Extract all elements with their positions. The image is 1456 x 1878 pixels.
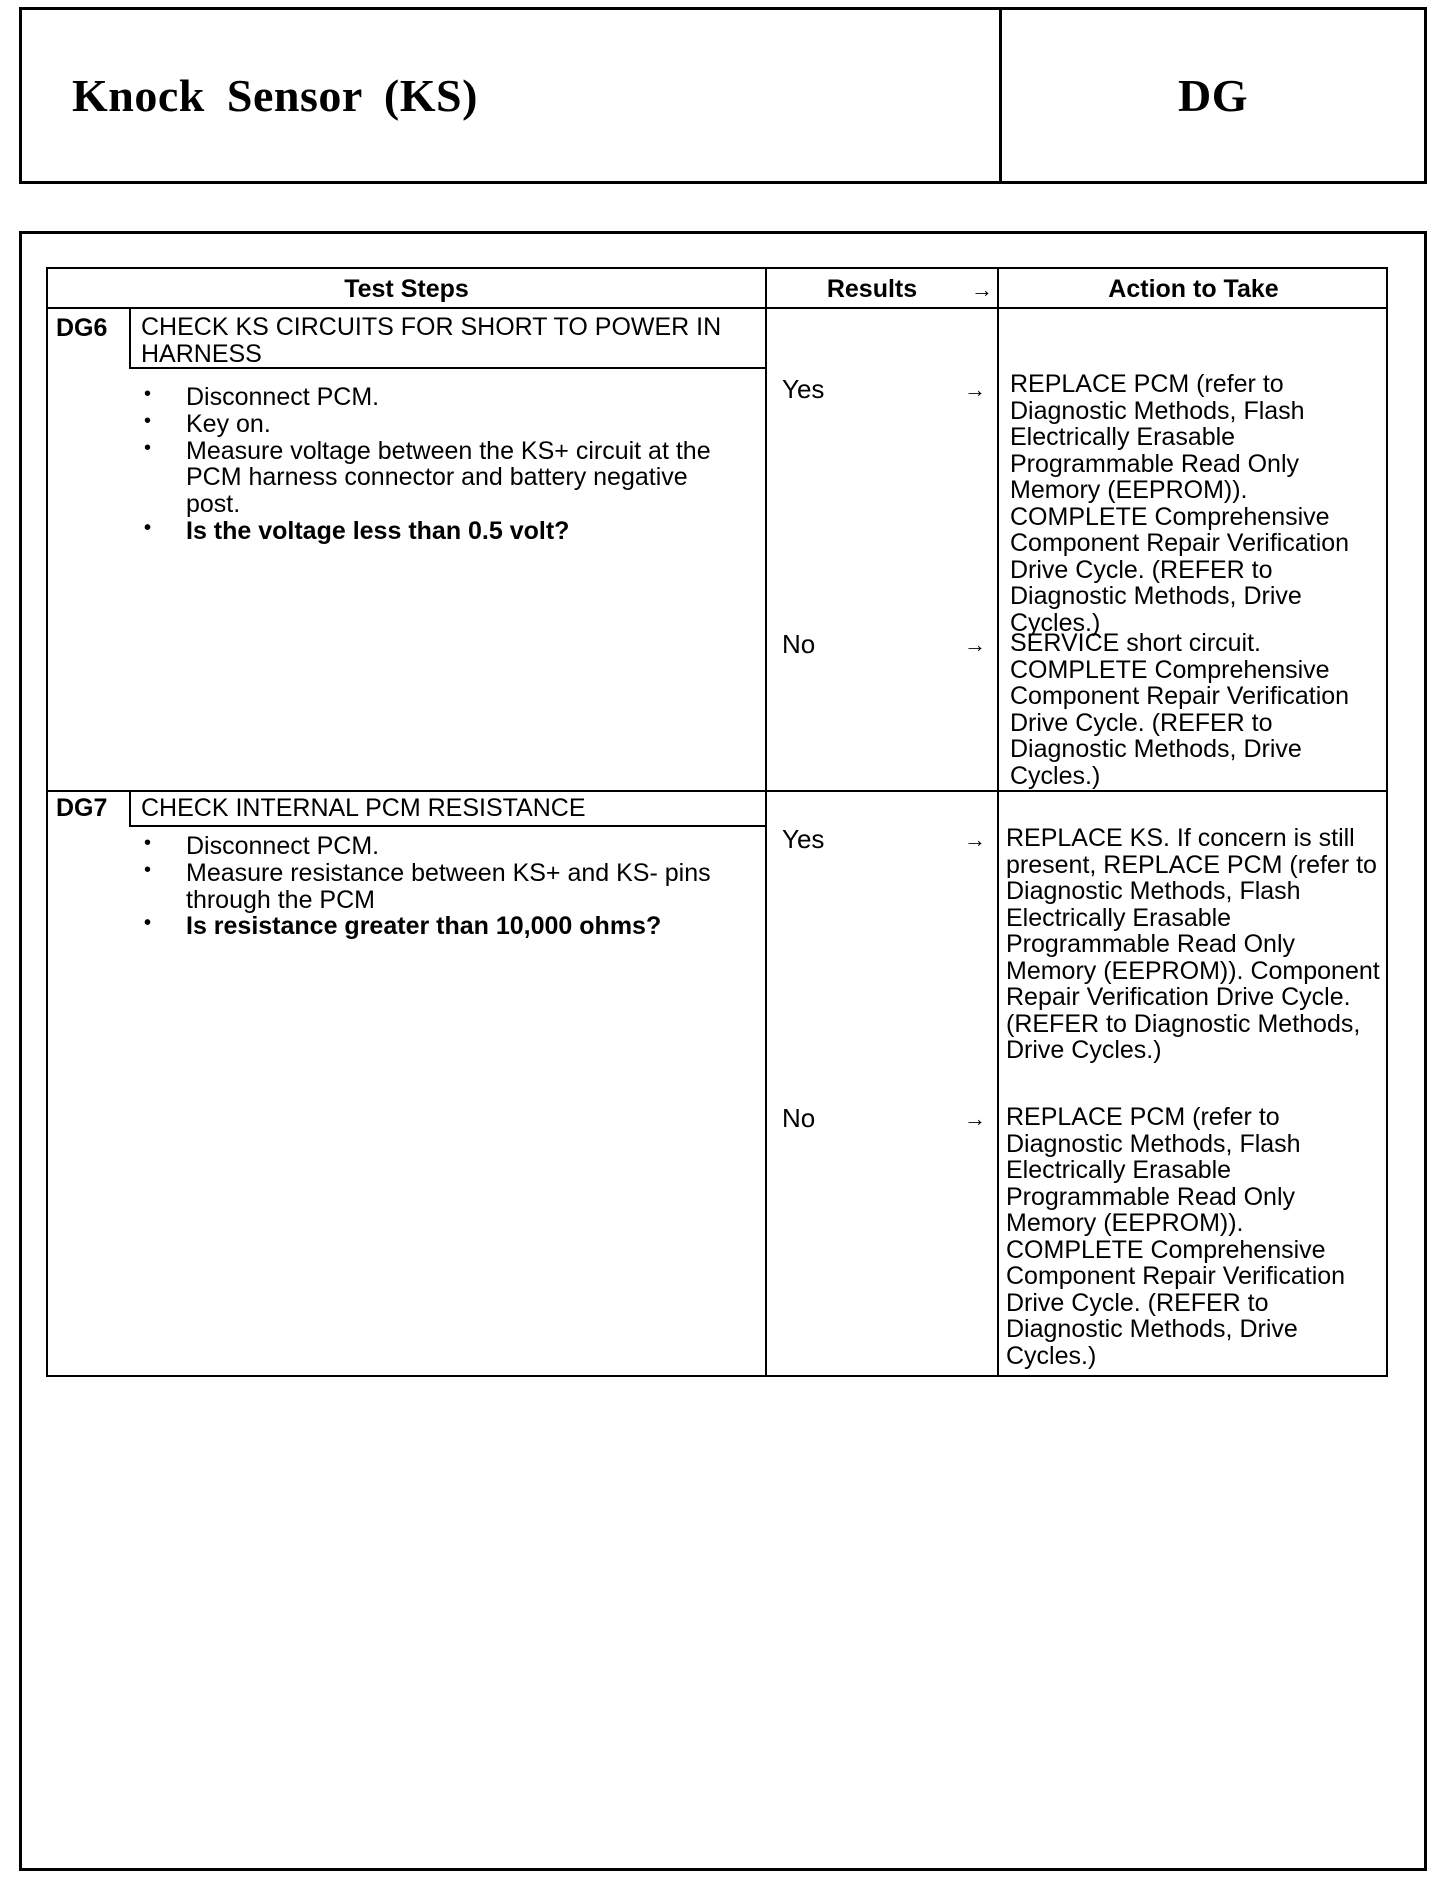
dg6-no-arrow-icon: → — [964, 632, 986, 657]
dg6-id-divider — [129, 307, 131, 367]
dg6-bullet: • Disconnect PCM. — [144, 384, 744, 411]
column-header-results — [767, 269, 997, 309]
dg6-result-yes: Yes — [782, 374, 825, 404]
dg7-yes-action: REPLACE KS. If concern is still present, REPLACE PCM (refer to Diagnostic Methods, Flash Electrically Erasable Programmable Read Only Memory (EEPROM)). Component Repair Verification Drive Cycle. (REFER to Diagnostic Methods, Drive Cycles.) — [1006, 824, 1380, 1064]
dg7-step-title: CHECK INTERNAL PCM RESISTANCE — [141, 794, 586, 822]
header-divider — [48, 307, 1386, 309]
section-code: DG — [1178, 70, 1248, 121]
dg7-no-arrow-icon: → — [964, 1106, 986, 1131]
column-divider-action — [997, 269, 999, 1375]
column-header-test-steps — [48, 269, 765, 309]
dg7-bullet: • Measure resistance between KS+ and KS- pins through the PCM — [144, 860, 744, 914]
dg6-bullet-list — [144, 384, 744, 545]
dg7-yes-arrow-icon: → — [964, 827, 986, 852]
dg6-bullet: • Key on. — [144, 411, 744, 438]
dg7-title-divider — [129, 825, 765, 827]
dg6-step-id: DG6 — [56, 314, 108, 342]
dg7-step-id: DG7 — [56, 794, 108, 822]
diagnostic-table — [46, 267, 1388, 1377]
dg7-question: • Is resistance greater than 10,000 ohms? — [144, 913, 744, 940]
dg7-id-divider — [129, 790, 131, 825]
dg6-step-title: CHECK KS CIRCUITS FOR SHORT TO POWER IN HARNESS — [141, 313, 722, 368]
header-title-cell — [22, 10, 1002, 181]
page-title: Knock Sensor (KS) — [72, 70, 478, 121]
dg6-question: • Is the voltage less than 0.5 volt? — [144, 518, 744, 545]
dg6-yes-arrow-icon: → — [964, 377, 986, 402]
dg7-result-yes: Yes — [782, 824, 825, 854]
column-header-test-steps-label: Test Steps — [344, 274, 469, 303]
column-divider-results — [765, 269, 767, 1375]
dg7-no-action: REPLACE PCM (refer to Diagnostic Methods, Flash Electrically Erasable Programmable Read Only Memory (EEPROM)). COMPLETE Comprehensive Component Repair Verification Drive Cycle. (REFER to Diagnostic Methods, Drive Cycles.) — [1006, 1103, 1346, 1370]
dg7-bullet-list — [144, 833, 744, 940]
column-header-results-label: Results — [826, 274, 918, 303]
dg7-result-no: No — [782, 1103, 816, 1133]
dg6-result-no: No — [782, 629, 816, 659]
step-separator — [48, 790, 1386, 792]
dg7-bullet: • Disconnect PCM. — [144, 833, 744, 860]
column-header-action-label: Action to Take — [1108, 274, 1279, 303]
column-header-action — [999, 269, 1388, 309]
page-header — [19, 7, 1427, 184]
dg6-no-action: SERVICE short circuit. COMPLETE Comprehensive Component Repair Verification Drive Cycle. (REFER to Diagnostic Methods, Drive Cycles.) — [1010, 629, 1350, 790]
header-code-cell — [1002, 10, 1424, 181]
dg6-bullet: • Measure voltage between the KS+ circuit at the PCM harness connector and battery negative post. — [144, 438, 744, 518]
dg6-yes-action: REPLACE PCM (refer to Diagnostic Methods, Flash Electrically Erasable Programmable Read Only Memory (EEPROM)). COMPLETE Comprehensive Component Repair Verification Drive Cycle. (REFER to Diagnostic Methods, Drive Cycles.) — [1010, 370, 1350, 637]
column-header-arrow-icon: → — [971, 277, 993, 302]
